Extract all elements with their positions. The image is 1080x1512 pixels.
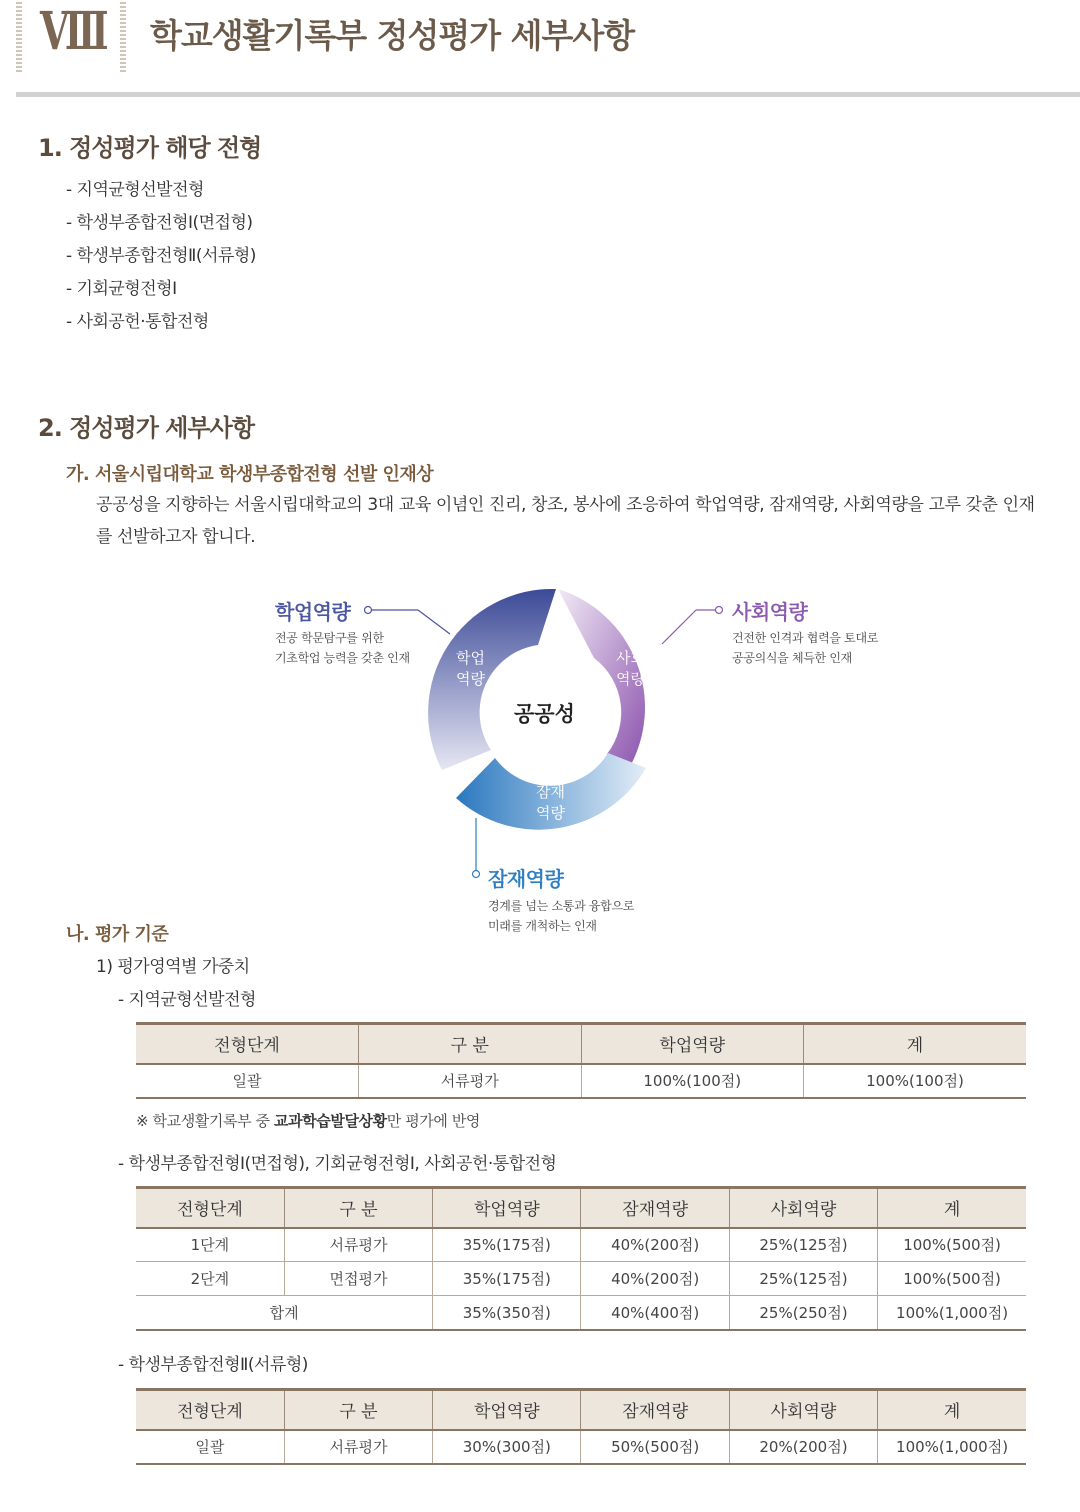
page-header xyxy=(0,0,1080,100)
segment-text: 역량 xyxy=(616,670,645,688)
table-caption: - 학생부종합전형Ⅱ(서류형) xyxy=(118,1355,308,1375)
segment-text: 역량 xyxy=(456,670,485,688)
dotted-divider xyxy=(16,2,22,72)
weight-table-comprehensive-1 xyxy=(136,1186,1026,1331)
table-total-row xyxy=(136,1296,1026,1330)
table-cell: 35%(350점) xyxy=(433,1296,581,1330)
academic-segment xyxy=(428,589,556,770)
header-rule xyxy=(16,92,1080,97)
potential-title: 잠재역량 xyxy=(488,867,564,891)
table-caption: - 학생부종합전형Ⅰ(면접형), 기회균형전형Ⅰ, 사회공헌·통합전형 xyxy=(118,1154,557,1174)
academic-segment-label xyxy=(456,648,485,690)
desc-line: 경계를 넘는 소통과 융합으로 xyxy=(488,899,635,913)
table-cell: 100%(500점) xyxy=(878,1262,1026,1296)
table-cell: 100%(1,000점) xyxy=(878,1430,1026,1464)
table-cell: 1단계 xyxy=(136,1228,284,1262)
table-cell: 40%(200점) xyxy=(581,1262,729,1296)
table-cell: 서류평가 xyxy=(284,1430,432,1464)
table-header: 사회역량 xyxy=(729,1188,877,1228)
table-cell: 40%(200점) xyxy=(581,1228,729,1262)
table-row xyxy=(136,1064,1026,1098)
list-item: - 지역균형선발전형 xyxy=(66,180,204,200)
chapter-title: 학교생활기록부 정성평가 세부사항 xyxy=(150,16,635,55)
table-cell: 서류평가 xyxy=(284,1228,432,1262)
table-cell: 25%(125점) xyxy=(729,1262,877,1296)
social-title: 사회역량 xyxy=(732,600,808,624)
table-cell: 40%(400점) xyxy=(581,1296,729,1330)
table-cell: 25%(250점) xyxy=(729,1296,877,1330)
table-cell: 100%(500점) xyxy=(878,1228,1026,1262)
table-cell: 일괄 xyxy=(136,1430,284,1464)
table-cell: 합계 xyxy=(136,1296,433,1330)
table-header: 전형단계 xyxy=(136,1024,359,1064)
table-row xyxy=(136,1430,1026,1464)
table-header: 계 xyxy=(804,1024,1027,1064)
social-desc xyxy=(732,628,878,668)
note-emphasis: 교과학습발달상황 xyxy=(274,1112,387,1130)
competency-diagram xyxy=(260,578,920,948)
section-title: 2. 정성평가 세부사항 xyxy=(38,414,254,442)
subsection-title: 가. 서울시립대학교 학생부종합전형 선발 인재상 xyxy=(66,464,434,485)
table-header: 구 분 xyxy=(359,1024,582,1064)
section-title: 1. 정성평가 해당 전형 xyxy=(38,134,262,162)
potential-segment-label xyxy=(536,782,565,824)
table-cell: 100%(100점) xyxy=(581,1064,804,1098)
table-header: 사회역량 xyxy=(729,1390,877,1430)
weight-table-comprehensive-2 xyxy=(136,1388,1026,1465)
list-item: - 사회공헌·통합전형 xyxy=(66,312,209,332)
table-caption: - 지역균형선발전형 xyxy=(118,990,256,1010)
table-note xyxy=(136,1110,480,1131)
table-row xyxy=(136,1262,1026,1296)
desc-line: 전공 학문탐구를 위한 xyxy=(275,631,384,645)
table-cell: 면접평가 xyxy=(284,1262,432,1296)
subsection-title: 나. 평가 기준 xyxy=(66,924,169,945)
table-cell: 2단계 xyxy=(136,1262,284,1296)
table-row xyxy=(136,1228,1026,1262)
social-segment-label xyxy=(616,648,645,690)
table-header: 학업역량 xyxy=(581,1024,804,1064)
table-header: 학업역량 xyxy=(433,1188,581,1228)
segment-text: 잠재 xyxy=(536,783,565,801)
table-cell: 서류평가 xyxy=(359,1064,582,1098)
admission-list xyxy=(66,174,256,339)
segment-text: 역량 xyxy=(536,804,565,822)
talent-paragraph: 공공성을 지향하는 서울시립대학교의 3대 교육 이념인 진리, 창조, 봉사에 조응하여 학업역량, 잠재역량, 사회역량을 고루 갖춘 인재를 선발하고자 합니다. xyxy=(96,495,1035,547)
table-cell: 100%(100점) xyxy=(804,1064,1027,1098)
table-header: 계 xyxy=(878,1188,1026,1228)
segment-text: 학업 xyxy=(456,649,485,667)
desc-line: 미래를 개척하는 인재 xyxy=(488,919,597,933)
weight-table-regional xyxy=(136,1022,1026,1099)
dotted-divider xyxy=(120,2,126,72)
table-cell: 35%(175점) xyxy=(433,1262,581,1296)
table-cell: 일괄 xyxy=(136,1064,359,1098)
note-text: 만 평가에 반영 xyxy=(386,1112,481,1130)
table-cell: 100%(1,000점) xyxy=(878,1296,1026,1330)
desc-line: 건전한 인격과 협력을 토대로 xyxy=(732,631,879,645)
academic-title: 학업역량 xyxy=(275,600,351,624)
table-header: 구 분 xyxy=(284,1188,432,1228)
table-cell: 50%(500점) xyxy=(581,1430,729,1464)
table-header: 학업역량 xyxy=(433,1390,581,1430)
item-label: 1) 평가영역별 가중치 xyxy=(96,957,250,977)
potential-desc xyxy=(488,896,634,936)
list-item: - 학생부종합전형Ⅱ(서류형) xyxy=(66,246,256,266)
table-cell: 35%(175점) xyxy=(433,1228,581,1262)
list-item: - 기회균형전형Ⅰ xyxy=(66,279,177,299)
list-item: - 학생부종합전형Ⅰ(면접형) xyxy=(66,213,253,233)
chapter-number: VIII xyxy=(40,1,105,62)
note-text: ※ 학교생활기록부 중 xyxy=(136,1112,274,1130)
table-cell: 25%(125점) xyxy=(729,1228,877,1262)
table-header: 전형단계 xyxy=(136,1390,284,1430)
segment-text: 사회 xyxy=(616,649,645,667)
table-header: 잠재역량 xyxy=(581,1188,729,1228)
table-header: 전형단계 xyxy=(136,1188,284,1228)
table-header: 구 분 xyxy=(284,1390,432,1430)
table-header: 잠재역량 xyxy=(581,1390,729,1430)
table-header: 계 xyxy=(878,1390,1026,1430)
table-cell: 20%(200점) xyxy=(729,1430,877,1464)
desc-line: 기초학업 능력을 갖춘 인재 xyxy=(275,651,410,665)
center-label: 공공성 xyxy=(514,702,575,726)
academic-desc xyxy=(275,628,410,668)
table-cell: 30%(300점) xyxy=(433,1430,581,1464)
desc-line: 공공의식을 체득한 인재 xyxy=(732,651,852,665)
